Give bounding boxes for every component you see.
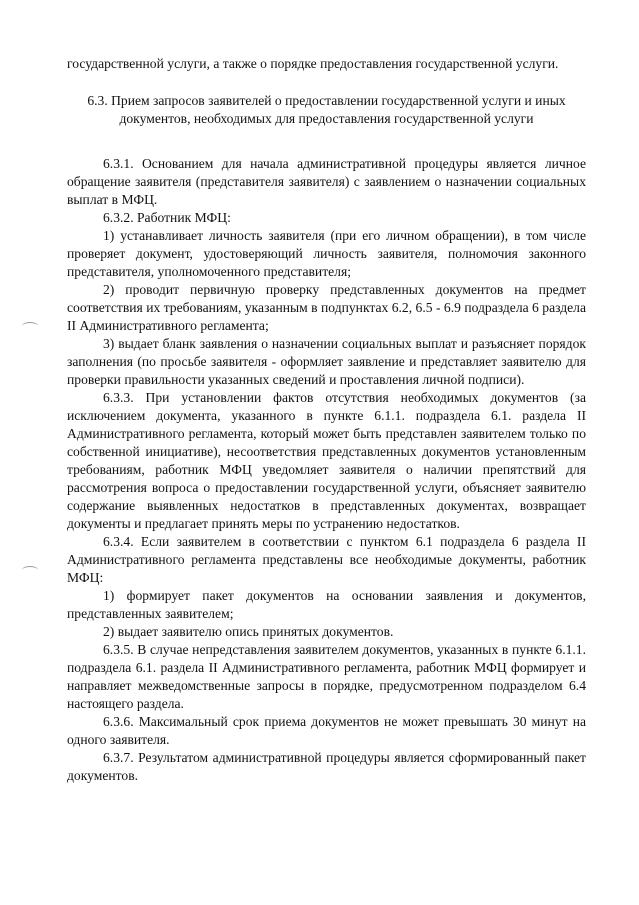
paragraph-6-3-5: 6.3.5. В случае непредставления заявителем документов, указанных в пункте 6.1.1. подраздела 6.1. раздела II Административного регламента, работник МФЦ формирует и направляет межведомственные запросы в порядке, предусмотренном подразделом 6.4 настоящего раздела.	[67, 642, 586, 711]
list-item-4-2: 2) выдает заявителю опись принятых документов.	[103, 624, 394, 639]
section-heading: 6.3. Прием запросов заявителей о предоставлении государственной услуги и иных документов, необходимых для предоставления государственной услуги	[87, 93, 566, 126]
punch-hole-mark	[22, 566, 38, 574]
paragraph-6-3-6: 6.3.6. Максимальный срок приема документов не может превышать 30 минут на одного заявителя.	[67, 714, 586, 747]
list-item-3: 3) выдает бланк заявления о назначении социальных выплат и разъясняет порядок заполнения (по просьбе заявителя - оформляет заявление и представляет заявителю для проверки правильности указанных сведений и проставления личной подписи).	[67, 336, 586, 387]
list-item-2: 2) проводит первичную проверку представленных документов на предмет соответствия их требованиям, указанным в подпунктах 6.2, 6.5 - 6.9 подраздела 6 раздела II Административного регламента;	[67, 282, 586, 333]
list-item-4-1: 1) формирует пакет документов на основании заявления и документов, представленных заявителем;	[67, 588, 586, 621]
list-item-1: 1) устанавливает личность заявителя (при его личном обращении), в том числе проверяет документ, удостоверяющий личность заявителя, полномочия законного представителя, уполномоченного представителя;	[67, 228, 586, 279]
paragraph-6-3-7: 6.3.7. Результатом административной процедуры является сформированный пакет документов.	[67, 750, 586, 783]
paragraph-6-3-3: 6.3.3. При установлении фактов отсутствия необходимых документов (за исключением документа, указанного в пункте 6.1.1. подраздела 6.1. раздела II Административного регламента, который может быть представлен заявителем только по собственной инициативе), несоответствия представленных документов установленным требованиям, работник МФЦ уведомляет заявителя о наличии препятствий для рассмотрения вопроса о предоставлении государственной услуги, объясняет заявителю содержание выявленных недостатков в представленных документах, возвращает документы и предлагает принять меры по устранению недостатков.	[67, 390, 586, 531]
paragraph-6-3-1: 6.3.1. Основанием для начала административной процедуры является личное обращение заявителя (представителя заявителя) с заявлением о назначении социальных выплат в МФЦ.	[67, 156, 586, 207]
paragraph-6-3-2: 6.3.2. Работник МФЦ:	[103, 210, 231, 225]
document-body	[67, 55, 586, 785]
punch-hole-mark	[22, 322, 38, 330]
paragraph-6-3-4: 6.3.4. Если заявителем в соответствии с пунктом 6.1 подраздела 6 раздела II Административного регламента представлены все необходимые документы, работник МФЦ:	[67, 534, 586, 585]
lead-paragraph: государственной услуги, а также о порядке предоставления государственной услуги.	[67, 56, 559, 71]
